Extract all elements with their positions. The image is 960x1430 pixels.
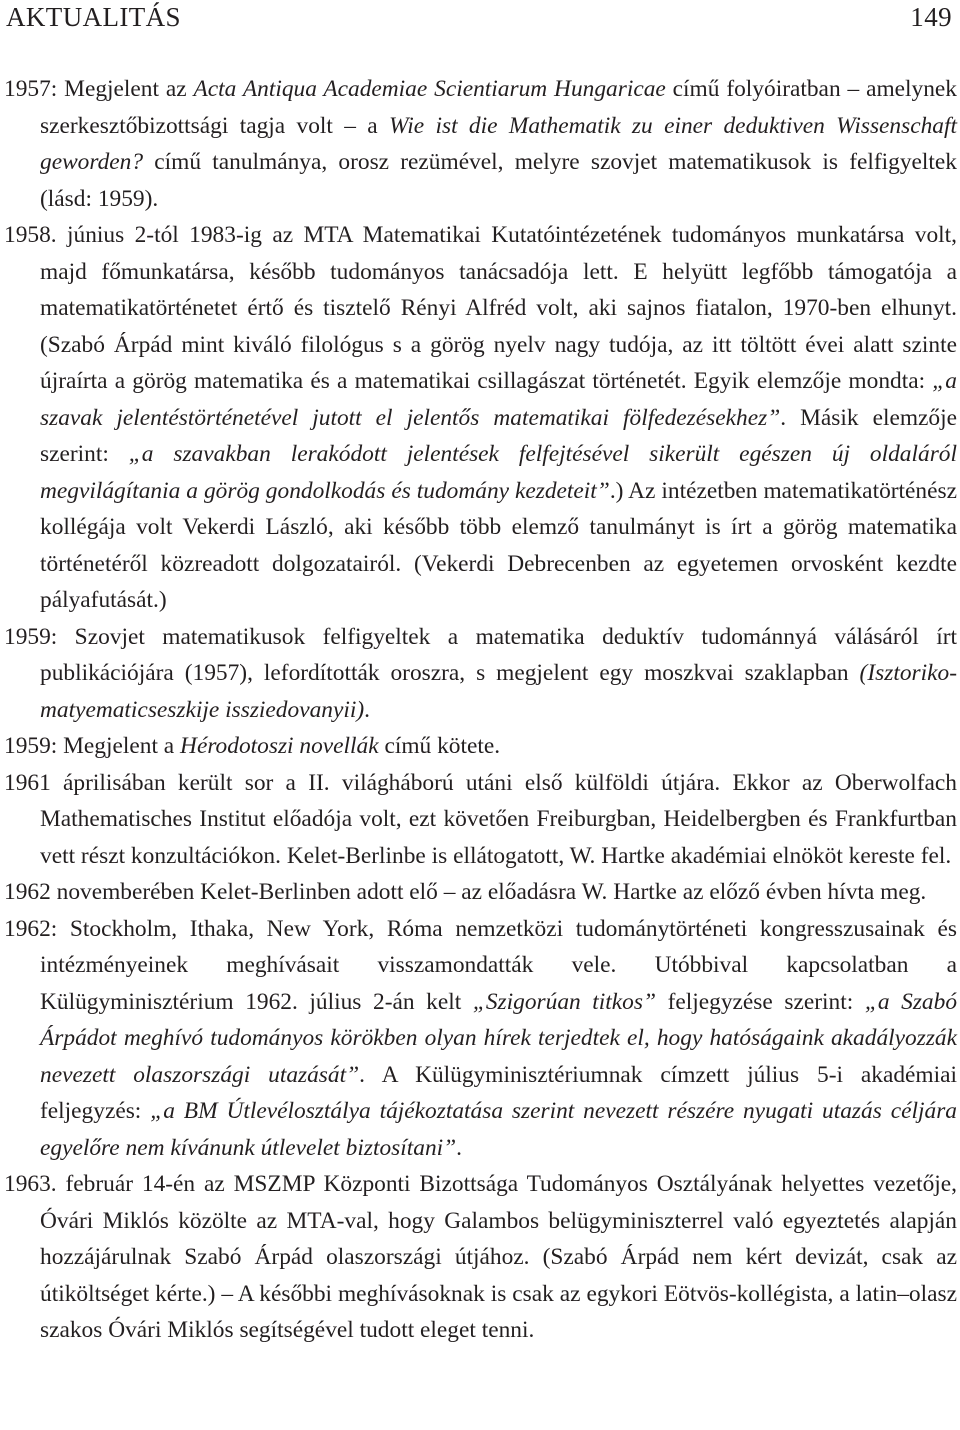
chronology-entry-1961	[4, 765, 957, 875]
italic-text-segment: Acta Antiqua Academiae Scientiarum Hungaricae	[193, 76, 666, 102]
text-segment: 1962 novemberében Kelet-Berlinben adott elő – az előadásra W. Hartke az előző évben hívta meg.	[4, 879, 927, 905]
text-segment: című tanulmánya, orosz rezümével, melyre szovjet matematikusok is felfigyeltek (lásd: 1959).	[40, 149, 957, 212]
chronology-entry-1962-a	[4, 874, 957, 911]
text-segment: 1959: Szovjet matematikusok felfigyeltek a matematika deduktív tudománnyá válásáról írt publikációjára (1957), lefordították oroszra, s megjelent egy moszkvai szaklapban	[4, 623, 957, 686]
running-head	[6, 2, 952, 38]
text-segment: . A Külügyminisztériumnak címzett július 5-i akadémiai feljegyzés:	[40, 1061, 957, 1124]
text-segment: 1957: Megjelent az	[4, 76, 194, 102]
text-segment: 1963. február 14-én az MSZMP Központi Bizottsága Tudományos Osztályának helyettes vezetője, Óvári Miklós közölte az MTA-val, hogy Galambos belügyminiszterrel való egyeztetés alapján hozzájárulnak Szabó Árpád olaszországi útjához. (Szabó Árpád nem kért devizát, csak az útiköltséget kérte.) – A későbbi meghívásoknak is csak az egykori Eötvös-kollégista, a latin–olasz szakos Óvári Miklós segítségével tudott eleget tenni.	[4, 1171, 957, 1343]
text-segment: .	[364, 696, 370, 723]
text-segment: 1959: Megjelent a	[4, 733, 181, 759]
chronology-entry-1962-b	[4, 911, 957, 1167]
chronology-entry-1959-b	[4, 728, 957, 765]
running-title: AKTUALITÁS	[6, 2, 181, 32]
text-segment: . Másik elemzője szerint:	[40, 404, 957, 467]
italic-text-segment: „a szavakban lerakódott jelentések felfejtésével sikerült egészen új oldaláról megvilágítania a görög gondolkodás és tudomány kezdeteit”	[40, 441, 957, 504]
italic-text-segment: Hérodotoszi novellák	[180, 733, 379, 759]
chronology-entry-1958	[4, 217, 957, 619]
chronology-entry-1957	[4, 71, 957, 217]
italic-text-segment: (Isztoriko-matyematicseszkije issziedovanyii)	[40, 660, 957, 723]
text-segment: 1958. június 2-tól 1983-ig az MTA Matematikai Kutatóintézetének tudományos munkatársa volt, majd főmunkatársa, később tudományos tanácsadója lett. E helyütt legfőbb támogatója a matematikatörténetet értő és tisztelő Rényi Alfréd volt, aki sajnos fiatalon, 1970-ben elhunyt. (Szabó Árpád mint kiváló filológus s a görög nyelv nagy tudója, az itt töltött évei alatt szinte újraírta a görög matematika és a matematikai csillagászat történetét. Egyik elemzője mondta:	[4, 222, 957, 394]
italic-text-segment: „Szigorúan titkos”	[472, 988, 656, 1015]
text-segment: című kötete.	[378, 733, 501, 759]
italic-text-segment: „a Szabó Árpádot meghívó tudományos körökben olyan hírek terjedtek el, hogy hatóságaink akadályozzák nevezett olaszországi utazását”	[40, 988, 958, 1088]
chronology-text	[4, 71, 957, 1349]
text-segment: 1962: Stockholm, Ithaka, New York, Róma nemzetközi tudománytörténeti kongresszusainak és intézményeinek meghívásait visszamondatták vele. Utóbbival kapcsolatban a Külügyminisztérium 1962. július 2-án kelt	[4, 915, 957, 1015]
chronology-entry-1963	[4, 1166, 957, 1349]
chronology-entry-1959-a	[4, 619, 957, 729]
italic-text-segment: Wie ist die Mathematik zu einer deduktiven Wissenschaft geworden?	[40, 112, 957, 175]
italic-text-segment: „a BM Útlevélosztálya tájékoztatása szerint nevezett részére nyugati utazás céljára egyelőre nem kívánunk útlevelet biztosítani”	[40, 1098, 957, 1161]
text-segment: 1961 áprilisában került sor a II. világháború utáni első külföldi útjára. Ekkor az Oberwolfach Mathematisches Institut előadója volt, ezt követően Freiburgban, Heidelbergben és Frankfurtban vett részt konzultációkon. Kelet-Berlinbe is ellátogatott, W. Hartke akadémiai elnököt kereste fel.	[4, 769, 957, 869]
italic-text-segment: „a szavak jelentéstörténetével jutott el jelentős matematikai fölfedezésekhez”	[40, 368, 957, 431]
text-segment: .	[456, 1134, 463, 1161]
text-segment: című folyóiratban – amelynek szerkesztőbizottsági tagja volt – a	[40, 76, 958, 139]
page-number: 149	[910, 2, 952, 32]
text-segment: feljegyzése szerint:	[656, 988, 865, 1015]
text-segment: .) Az intézetben matematikatörténész kollégája volt Vekerdi László, aki később több elemző tanulmányt is írt a görög matematika történetéről közreadott dolgozatairól. (Vekerdi Debrecenben az egyetemen orvosként kezdte pályafutását.)	[40, 477, 957, 613]
